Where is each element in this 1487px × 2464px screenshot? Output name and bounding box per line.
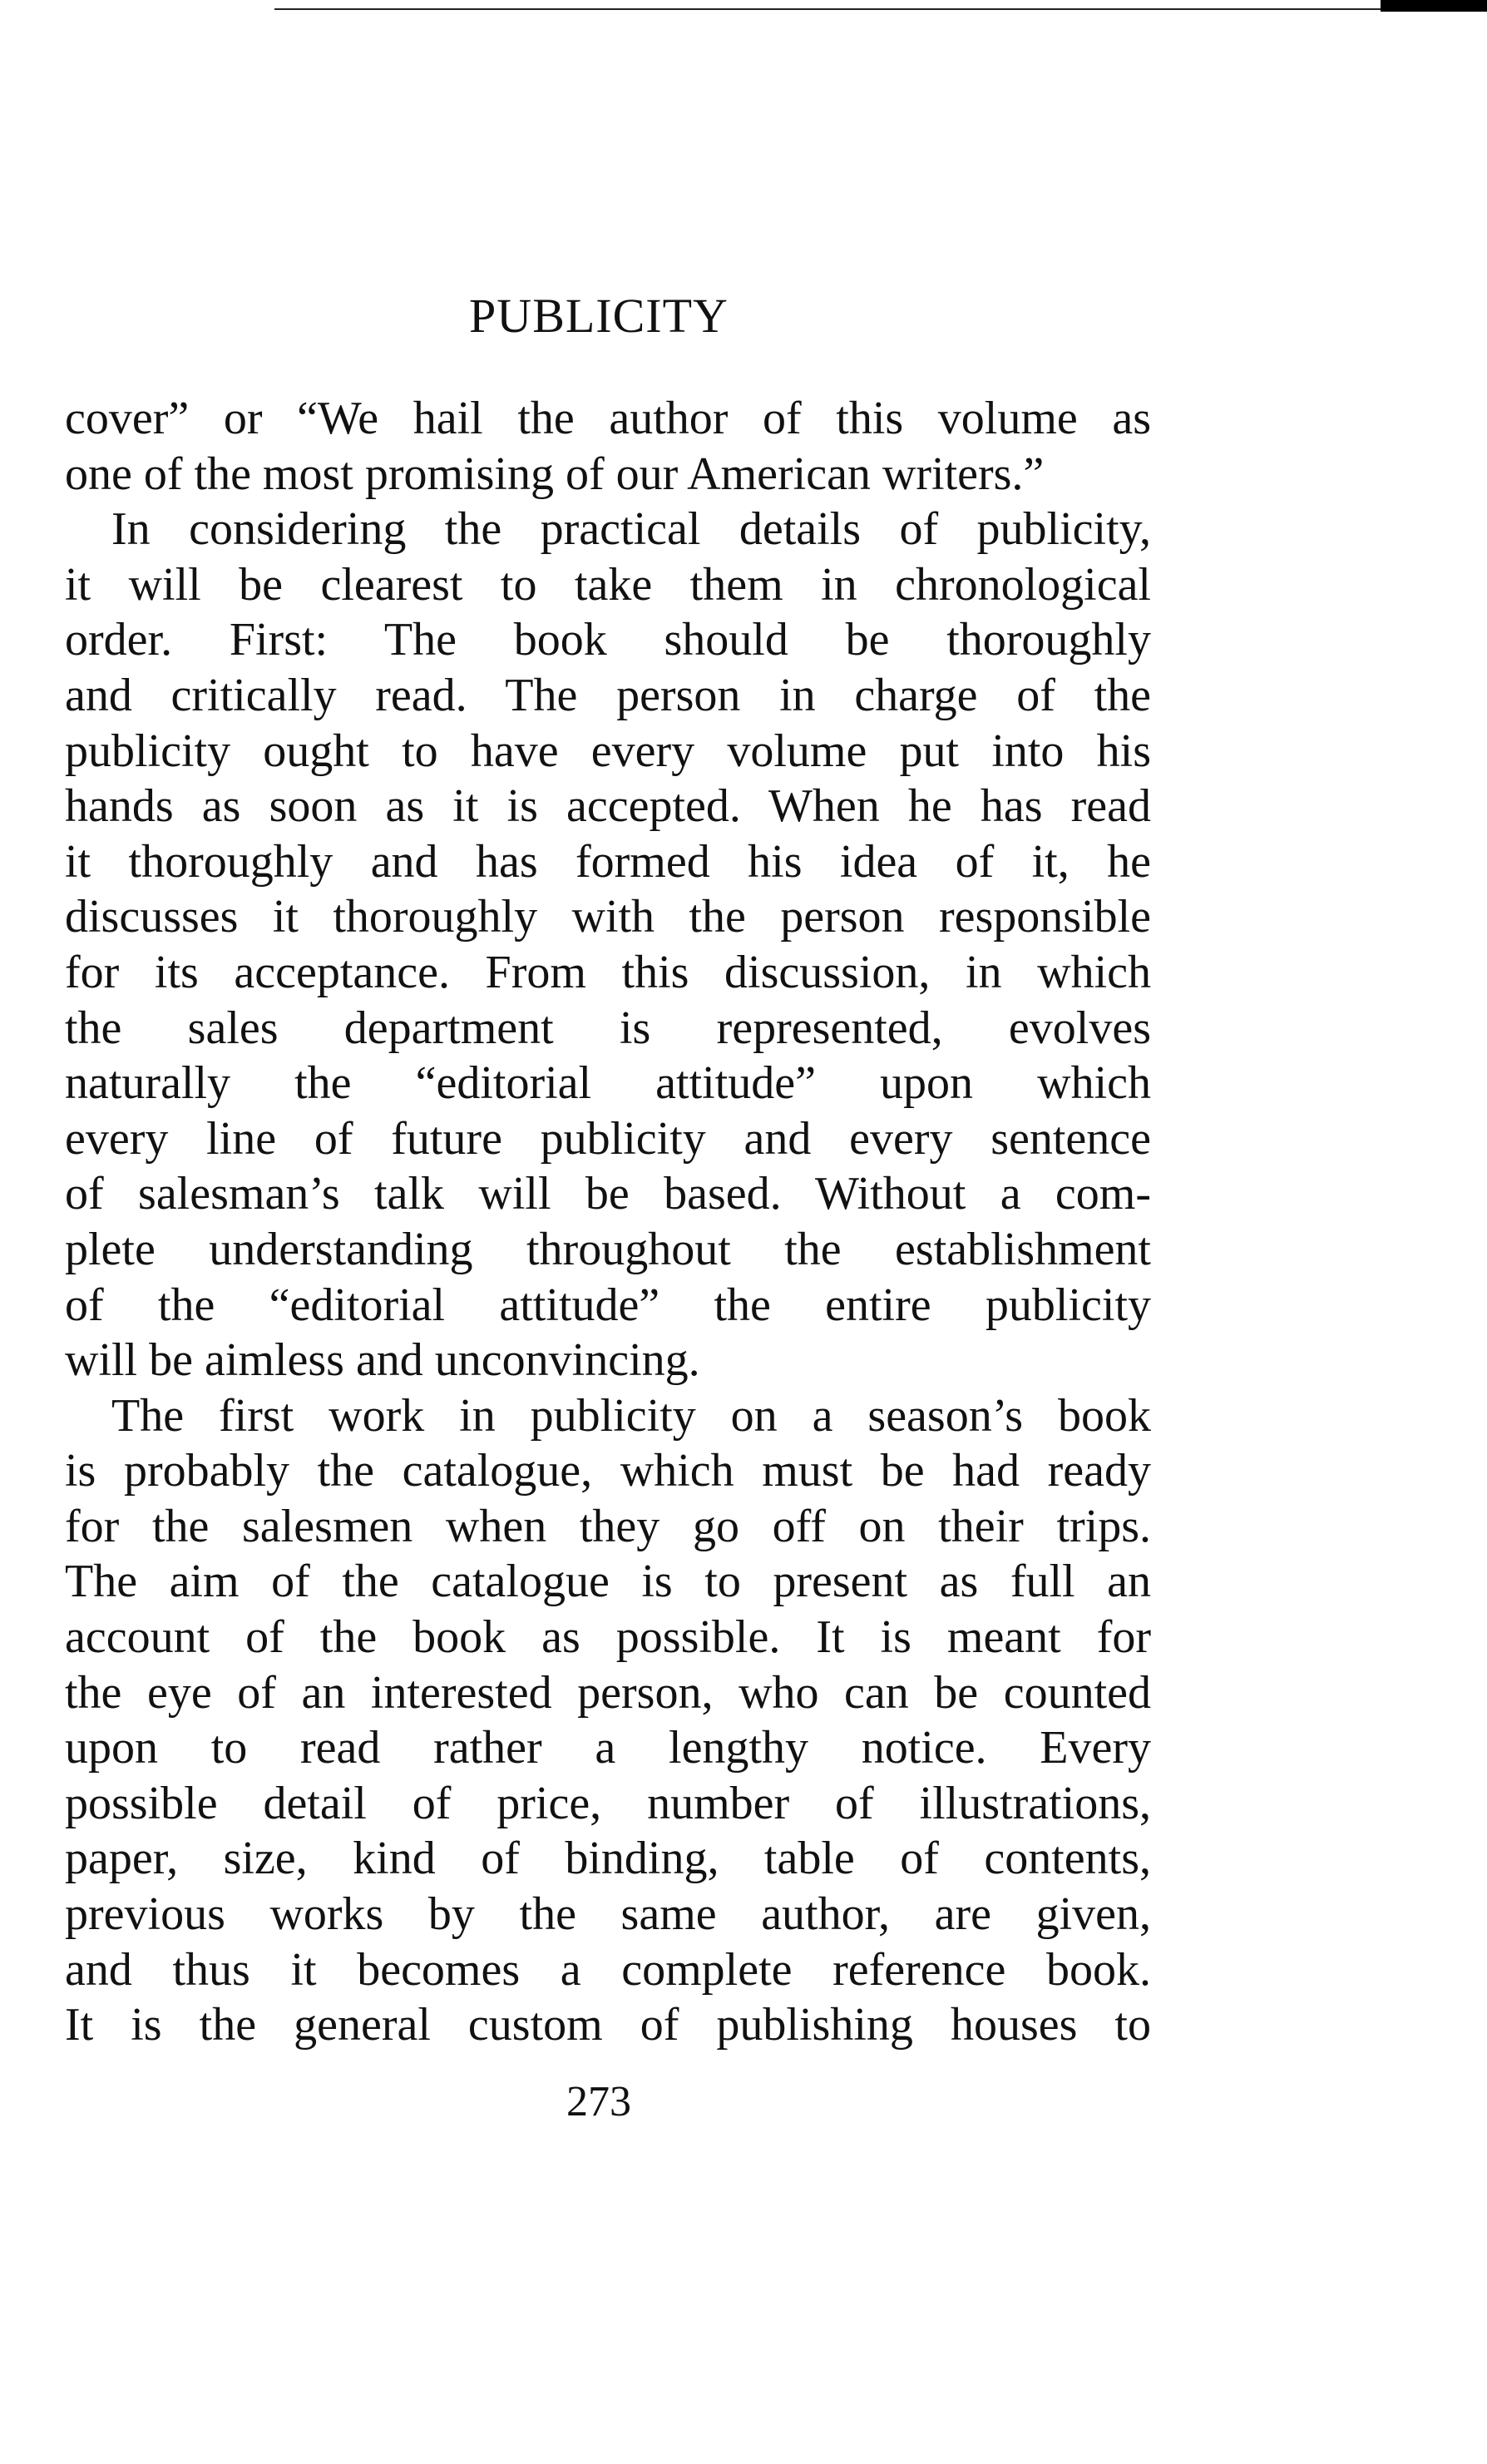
text-line: discusses it thoroughly with the person responsible xyxy=(65,891,1151,943)
text-line: one of the most promising of our American writers.” xyxy=(65,448,1045,500)
text-line: upon to read rather a lengthy notice. Every xyxy=(65,1722,1151,1774)
text-line: it will be clearest to take them in chronological xyxy=(65,558,1151,611)
text-line: plete understanding throughout the establishment xyxy=(65,1223,1151,1275)
paragraph xyxy=(65,1388,1151,2053)
text-line: possible detail of price, number of illustrations, xyxy=(65,1777,1151,1829)
text-line: It is the general custom of publishing houses to xyxy=(65,1999,1151,2051)
text-line: is probably the catalogue, which must be had ready xyxy=(65,1445,1151,1497)
body-text xyxy=(65,391,1151,2053)
text-line: the sales department is represented, evolves xyxy=(65,1002,1151,1054)
text-line: The aim of the catalogue is to present as full an xyxy=(65,1556,1151,1608)
text-line: hands as soon as it is accepted. When he has read xyxy=(65,780,1151,833)
text-line: and critically read. The person in charge of the xyxy=(65,669,1151,721)
paragraph xyxy=(65,391,1151,502)
text-line: In considering the practical details of publicity, xyxy=(111,503,1151,556)
text-line: publicity ought to have every volume put into his xyxy=(65,725,1151,777)
text-line: will be aimless and unconvincing. xyxy=(65,1334,700,1387)
text-line: the eye of an interested person, who can be counted xyxy=(65,1666,1151,1719)
text-line: The first work in publicity on a season’s book xyxy=(111,1389,1151,1442)
text-line: previous works by the same author, are given, xyxy=(65,1888,1151,1941)
text-line: naturally the “editorial attitude” upon which xyxy=(65,1057,1151,1110)
scan-edge-mark xyxy=(1381,0,1487,12)
text-line: of salesman’s talk will be based. Without a com- xyxy=(65,1168,1151,1220)
text-line: of the “editorial attitude” the entire publicity xyxy=(65,1279,1151,1331)
text-line: every line of future publicity and every sentence xyxy=(65,1112,1151,1165)
text-line: it thoroughly and has formed his idea of it, he xyxy=(65,835,1151,888)
text-line: and thus it becomes a complete reference book. xyxy=(65,1943,1151,1996)
running-head: PUBLICITY xyxy=(469,289,729,343)
paragraph xyxy=(65,502,1151,1388)
text-line: for the salesmen when they go off on their trips. xyxy=(65,1500,1151,1552)
scan-edge-rule xyxy=(274,8,1487,10)
text-line: paper, size, kind of binding, table of contents, xyxy=(65,1833,1151,1885)
text-line: account of the book as possible. It is meant for xyxy=(65,1611,1151,1664)
text-line: order. First: The book should be thoroughly xyxy=(65,614,1151,666)
page-number: 273 xyxy=(566,2078,631,2125)
text-line: for its acceptance. From this discussion, in which xyxy=(65,946,1151,998)
text-line: cover” or “We hail the author of this volume as xyxy=(65,393,1151,444)
